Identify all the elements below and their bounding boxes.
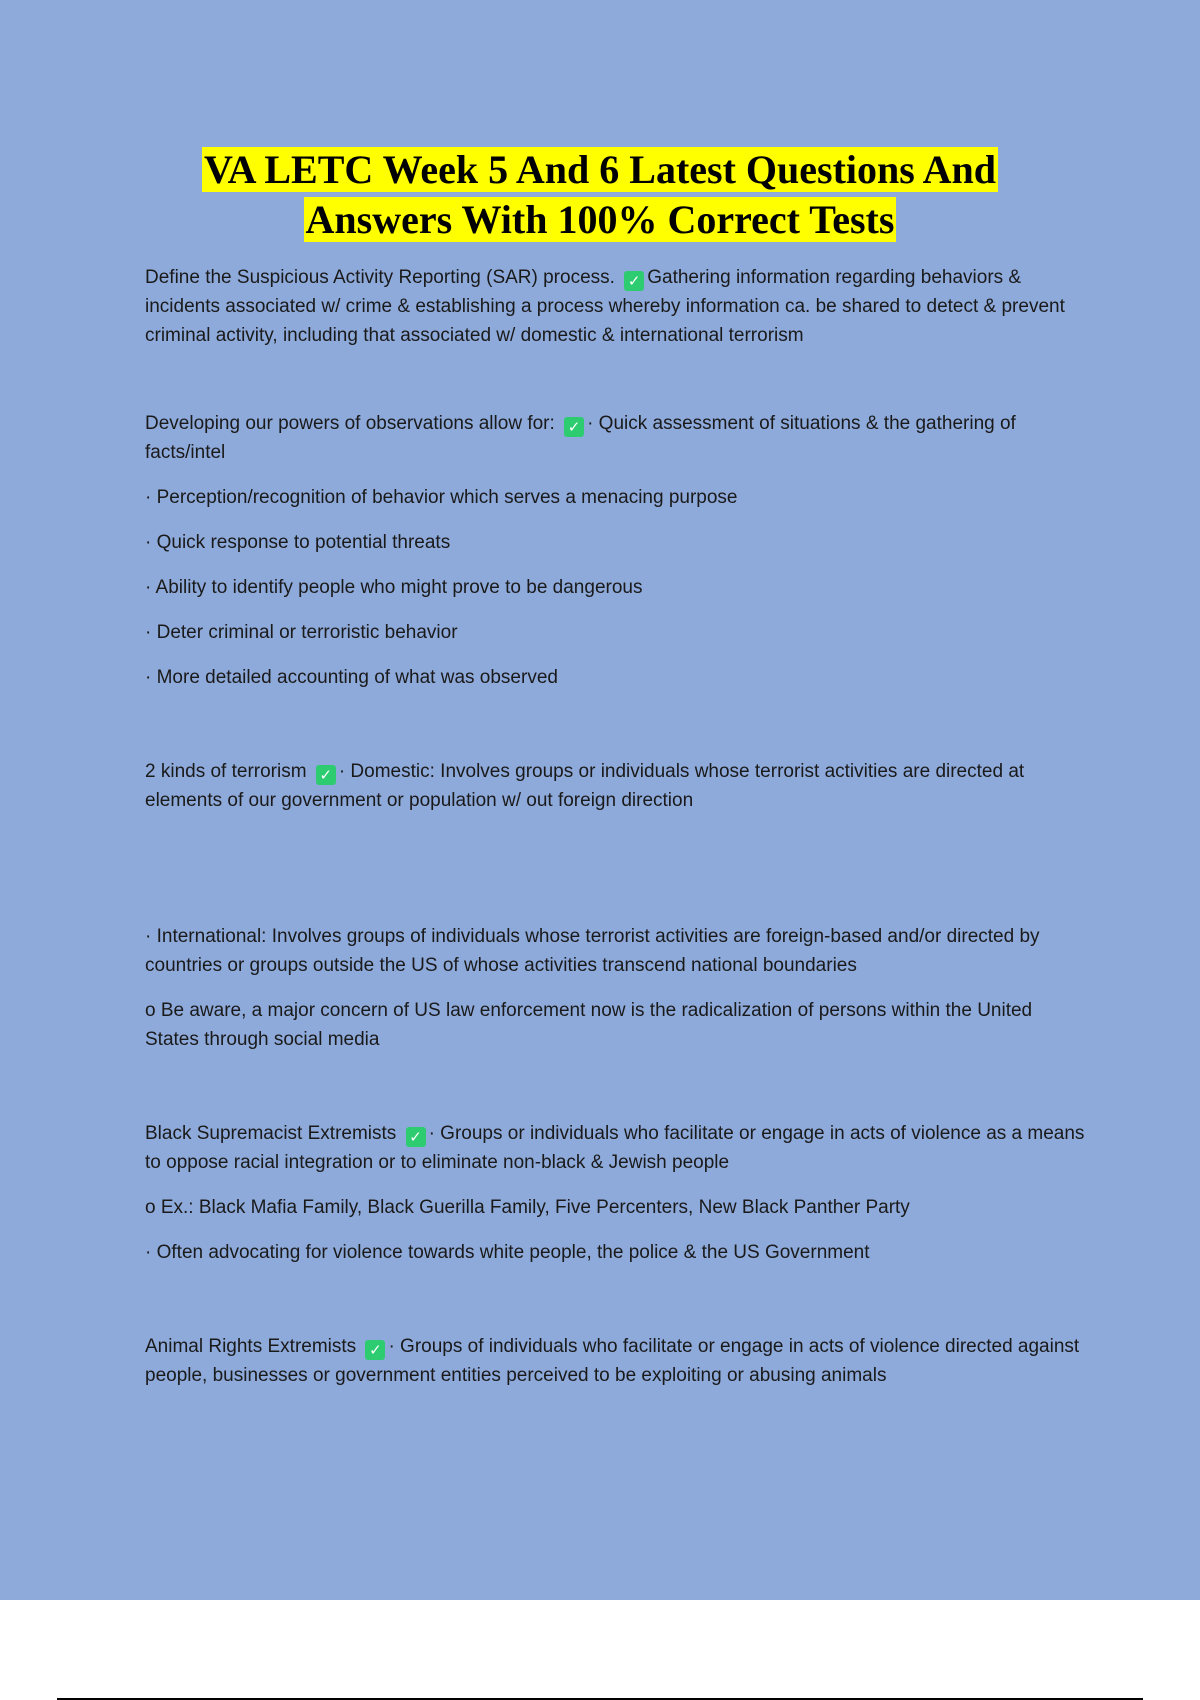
question-text: Black Supremacist Extremists: [145, 1123, 397, 1144]
answer-bullet: · Ability to identify people who might prove to be dangerous: [145, 577, 643, 598]
question-text: Animal Rights Extremists: [145, 1336, 357, 1357]
answer-bullet: · International: Involves groups of individuals whose terrorist activities are foreign-based and/or directed by countries or groups outside the US of whose activities transcend national boundaries: [145, 926, 1040, 976]
answer-note: o Ex.: Black Mafia Family, Black Guerilla Family, Five Percenters, New Black Panther Party: [145, 1197, 910, 1218]
answer-bullet: · Quick response to potential threats: [145, 532, 451, 553]
answer-bullet: · Deter criminal or terroristic behavior: [145, 622, 458, 643]
qa-entry-black-supremacist: [145, 1119, 1090, 1177]
answer-bullet: · More detailed accounting of what was observed: [145, 667, 558, 688]
title-line-1: VA LETC Week 5 And 6 Latest Questions And: [203, 147, 997, 192]
answer-text: · Quick assessment of situations & the gathering of facts/intel: [145, 413, 1016, 463]
answer-text: · Groups or individuals who facilitate or engage in acts of violence as a means to oppose racial integration or to eliminate non-black & Jewish people: [145, 1123, 1085, 1173]
qa-entry-terrorism-kinds: [145, 757, 1090, 815]
qa-content: [145, 263, 1090, 1390]
qa-entry-observations: [145, 409, 1090, 467]
check-icon: ✓: [624, 271, 644, 291]
qa-entry-sar: [145, 263, 1090, 350]
question-text: Developing our powers of observations allow for:: [145, 413, 555, 434]
document-title: [100, 145, 1100, 245]
check-icon: ✓: [365, 1340, 385, 1360]
answer-bullet: · Perception/recognition of behavior which serves a menacing purpose: [145, 487, 738, 508]
answer-bullet: · Often advocating for violence towards white people, the police & the US Government: [145, 1242, 870, 1263]
answer-text: · Groups of individuals who facilitate or engage in acts of violence directed against people, businesses or government entities perceived to be exploiting or abusing animals: [145, 1336, 1080, 1386]
check-icon: ✓: [564, 417, 584, 437]
question-text: 2 kinds of terrorism: [145, 761, 307, 782]
answer-note: o Be aware, a major concern of US law enforcement now is the radicalization of persons within the United States through social media: [145, 1000, 1033, 1050]
check-icon: ✓: [406, 1127, 426, 1147]
answer-text: Gathering information regarding behaviors & incidents associated w/ crime & establishing a process whereby information ca. be shared to detect & prevent criminal activity, including that associated w/ domestic & international terrorism: [145, 267, 1065, 346]
title-line-2: Answers With 100% Correct Tests: [305, 197, 895, 242]
answer-text: · Domestic: Involves groups or individuals whose terrorist activities are directed at elements of our government or population w/ out foreign direction: [145, 761, 1025, 811]
qa-entry-animal-rights: [145, 1332, 1090, 1390]
check-icon: ✓: [316, 765, 336, 785]
question-text: Define the Suspicious Activity Reporting (SAR) process.: [145, 267, 615, 288]
